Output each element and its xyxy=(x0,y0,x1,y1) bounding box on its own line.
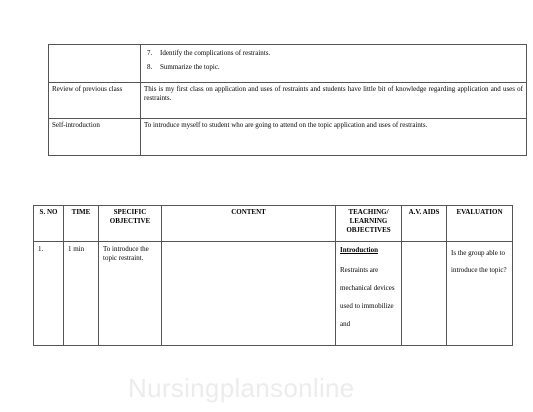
row-specific-objective: To introduce the topic restraint. xyxy=(99,242,162,346)
header-teaching-objectives: TEACHING/ LEARNING OBJECTIVES xyxy=(336,206,402,242)
review-row xyxy=(49,83,527,119)
objectives-row xyxy=(49,45,527,83)
header-evaluation: EVALUATION xyxy=(447,206,513,242)
header-specific-objective: SPECIFIC OBJECTIVE xyxy=(99,206,162,242)
self-introduction-text: To introduce myself to student who are going to attend on the topic application and uses of restraints. xyxy=(141,119,527,156)
introduction-heading: Introduction xyxy=(340,246,378,254)
row-content xyxy=(162,242,336,346)
objective-number: 8. xyxy=(147,62,153,71)
row-av-aids xyxy=(402,242,447,346)
lesson-info-table xyxy=(48,44,527,156)
row-evaluation: Is the group able to introduce the topic? xyxy=(447,242,513,346)
lesson-plan-table xyxy=(33,205,513,346)
review-text: This is my first class on application and uses of restraints and students have little bit of knowledge regarding application and uses of restraints. xyxy=(141,83,527,119)
header-row xyxy=(34,206,513,242)
header-content: CONTENT xyxy=(162,206,336,242)
objective-text: Summarize the topic. xyxy=(160,62,220,71)
objective-item-7 xyxy=(144,49,523,58)
header-sno: S. NO xyxy=(34,206,64,242)
objective-text: Identify the complications of restraints. xyxy=(160,49,271,57)
row-time: 1 min xyxy=(64,242,99,346)
objective-number: 7. xyxy=(147,49,153,57)
objective-item-8 xyxy=(144,63,523,72)
teaching-text: Restraints are mechanical devices used to immobilize and xyxy=(340,265,395,328)
self-introduction-row xyxy=(49,119,527,156)
row-teaching-cell xyxy=(336,242,402,346)
self-introduction-label: Self-introduction xyxy=(49,119,141,156)
objectives-cell xyxy=(141,45,527,83)
review-label: Review of previous class xyxy=(49,83,141,119)
header-time: TIME xyxy=(64,206,99,242)
row-sno: 1. xyxy=(34,242,64,346)
table-row xyxy=(34,242,513,346)
watermark: Nursingplansonline xyxy=(128,373,355,403)
header-av-aids: A.V. AIDS xyxy=(402,206,447,242)
objectives-label-cell xyxy=(49,45,141,83)
